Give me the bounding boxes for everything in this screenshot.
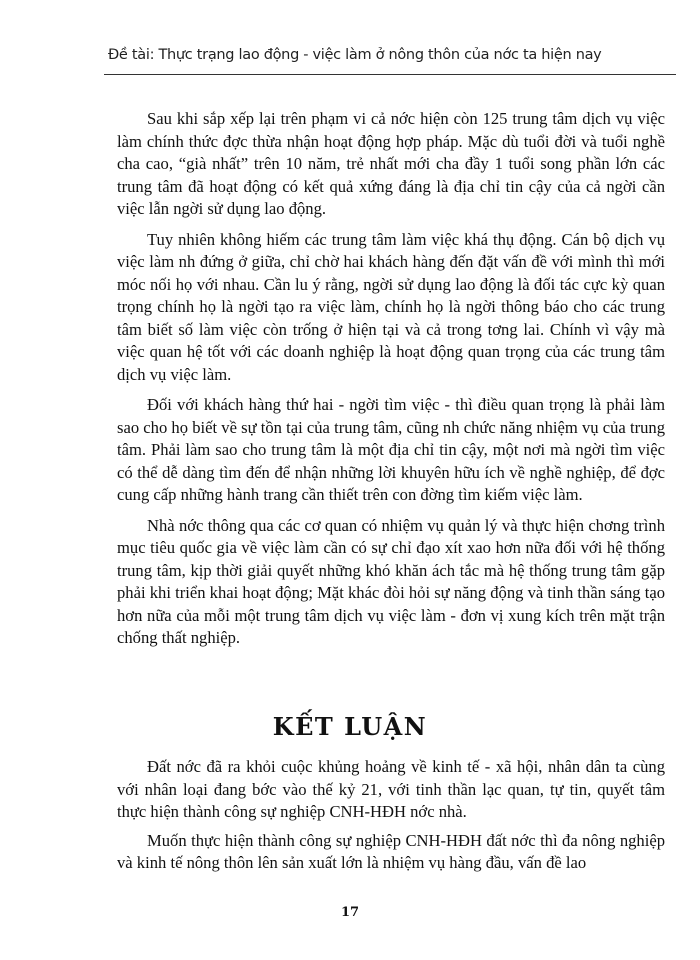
running-header: Đề tài: Thực trạng lao động - việc làm ở nông thôn của nớc ta hiện nay	[108, 47, 602, 63]
main-body	[117, 108, 665, 658]
paragraph: Tuy nhiên không hiếm các trung tâm làm việc khá thụ động. Cán bộ dịch vụ việc làm nh đứng ở giữa, chỉ chờ hai khách hàng đến đặt vấn đề với mình thì mới móc nối họ với nhau. Cần lu ý rằng, ngời sử dụng lao động là đối tác cực kỳ quan trọng chính họ là ngời tạo ra việc làm, chính họ là ngời thông báo cho các trung tâm biết số làm việc còn trống ở hiện tại và cả trong tơng lai. Chính vì vậy mà việc quan hệ tốt với các doanh nghiệp là hoạt động quan trọng của các trung tâm dịch vụ việc làm.	[117, 229, 665, 384]
paragraph: Sau khi sắp xếp lại trên phạm vi cả nớc hiện còn 125 trung tâm dịch vụ việc làm chính thức đợc thừa nhận hoạt động hợp pháp. Mặc dù tuổi đời và tuổi nghề cha cao, “già nhất” trên 10 năm, trẻ nhất mới cha đầy 1 tuổi song phần lớn các trung tâm đã hoạt động có kết quả xứng đáng là địa chỉ tin cậy của cả ngời cần việc lẫn ngời sử dụng lao động.	[117, 109, 665, 218]
page-number: 17	[340, 905, 360, 920]
paragraph: Nhà nớc thông qua các cơ quan có nhiệm vụ quản lý và thực hiện chơng trình mục tiêu quốc gia về việc làm cần có sự chỉ đạo xít xao hơn nữa đối với hệ thống trung tâm, kịp thời giải quyết những khó khăn ách tắc mà hệ thống trung tâm gặp phải khi triển khai hoạt động; Mặt khác đòi hỏi sự năng động và tinh thần sáng tạo hơn nữa của mỗi một trung tâm dịch vụ việc làm - đơn vị xung kích trên mặt trận chống thất nghiệp.	[117, 515, 665, 647]
section-heading-conclusion: KẾT LUẬN	[272, 712, 428, 741]
paragraph: Muốn thực hiện thành công sự nghiệp CNH-HĐH đất nớc thì đa nông nghiệp và kinh tế nông thôn lên sản xuất lớn là nhiệm vụ hàng đầu, vấn đề lao	[117, 830, 665, 872]
paragraph: Đất nớc đã ra khỏi cuộc khủng hoảng về kinh tế - xã hội, nhân dân ta cùng với nhân loại đang bớc vào thế kỷ 21, với tinh thần lạc quan, tự tin, quyết tâm thực hiện thành công sự nghiệp CNH-HĐH nớc nhà.	[117, 757, 665, 821]
header-divider	[104, 74, 676, 75]
paragraph: Đối với khách hàng thứ hai - ngời tìm việc - thì điều quan trọng là phải làm sao cho họ biết về sự tồn tại của trung tâm, cũng nh chức năng nhiệm vụ của trung tâm. Phải làm sao cho trung tâm là một địa chỉ tin cậy, một nơi mà ngời tìm việc có thể dễ dàng tìm đến để nhận những lời khuyên hữu ích về nghề nghiệp, để đợc cung cấp những hành trang cần thiết trên con đờng tìm kiếm việc làm.	[117, 395, 665, 504]
conclusion-body	[117, 756, 665, 881]
